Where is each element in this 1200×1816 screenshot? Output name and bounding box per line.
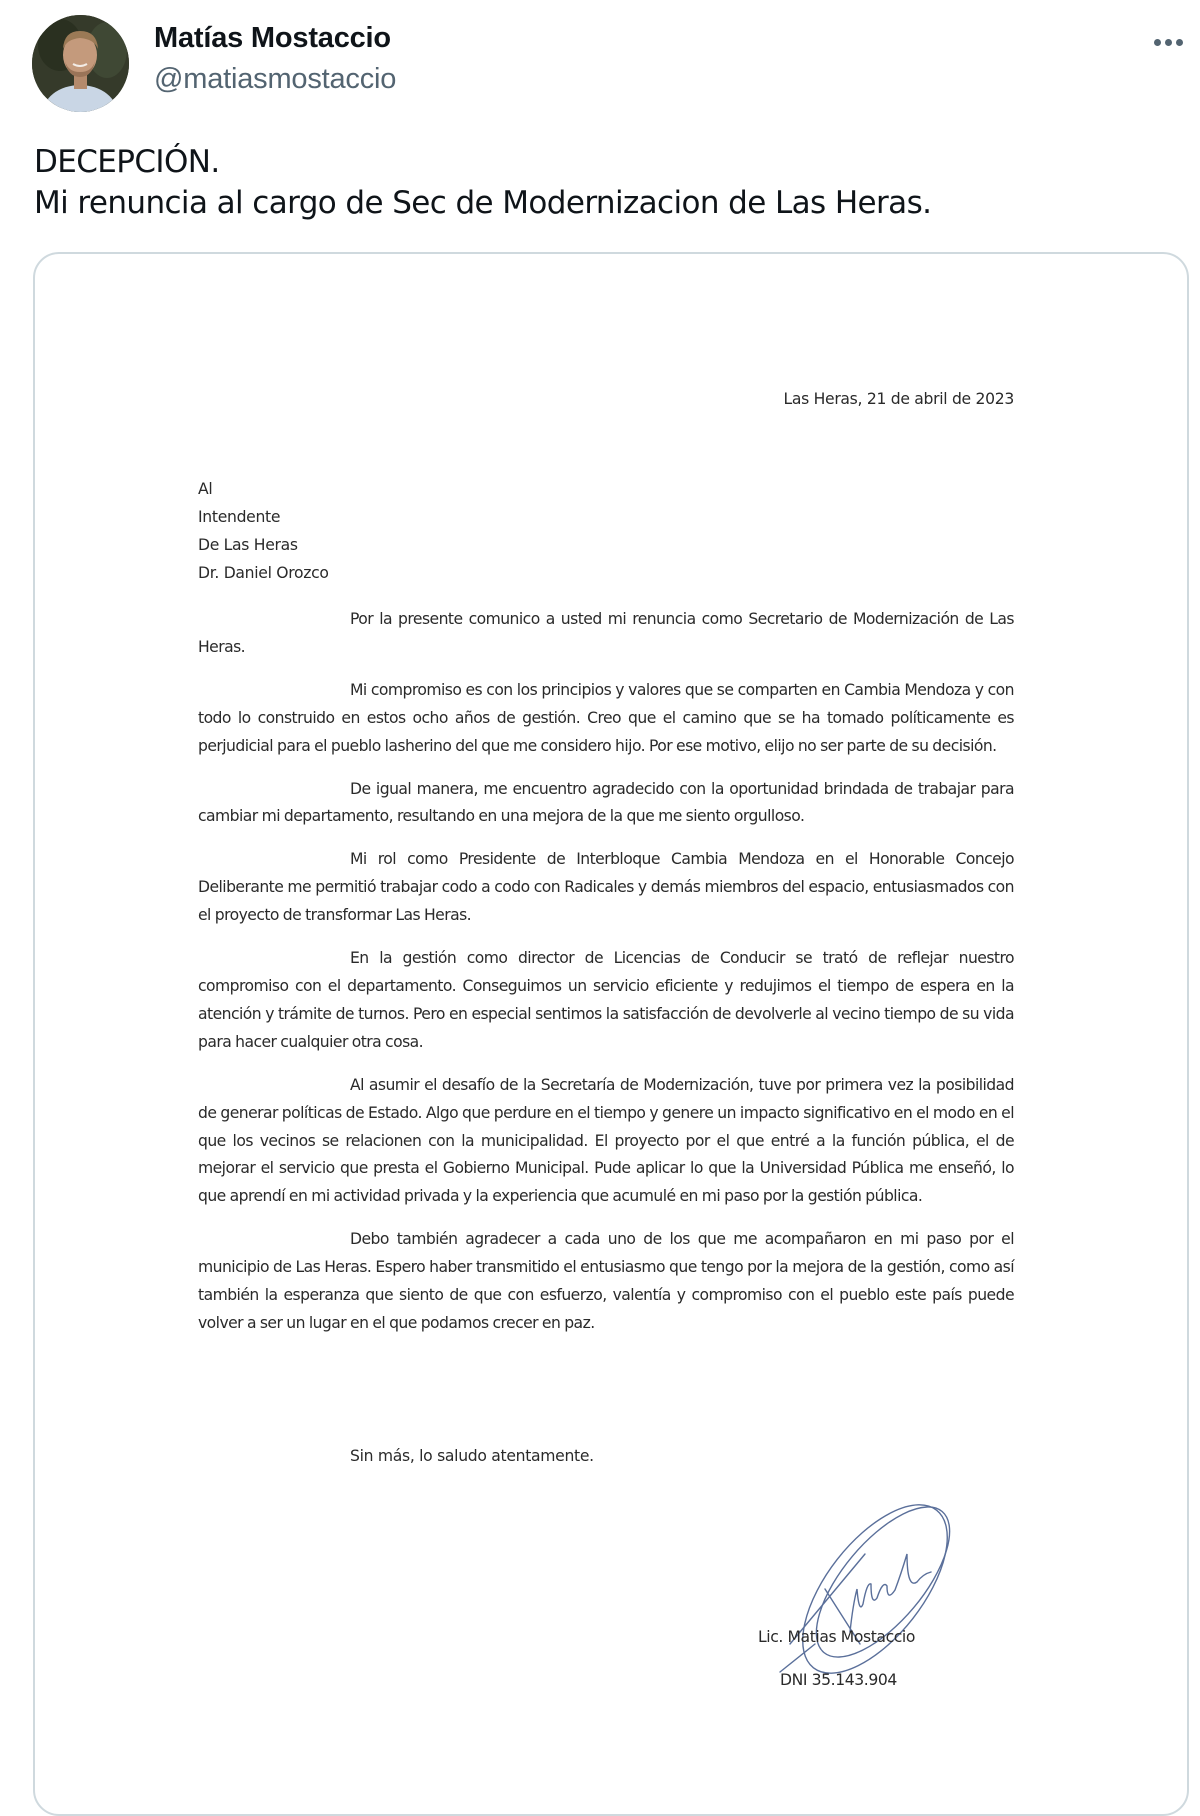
author-display-name[interactable]: Matías Mostaccio <box>154 22 391 54</box>
letter-date: Las Heras, 21 de abril de 2023 <box>783 390 1014 408</box>
addressee-line: De Las Heras <box>198 536 298 554</box>
tweet-text <box>34 142 931 224</box>
addressee-line: Al <box>198 480 213 498</box>
more-options-button[interactable] <box>1148 28 1188 56</box>
letter-paragraph: Mi rol como Presidente de Interbloque Cambia Mendoza en el Honorable Concejo Deliberante me permitió trabajar codo a codo con Radicales y demás miembros del espacio, entusiasmados con el proyecto de transformar Las Heras. <box>198 850 1014 925</box>
handwritten-signature-icon <box>755 1494 995 1694</box>
letter-paragraph: Al asumir el desafío de la Secretaría de Modernización, tuve por primera vez la posibilidad de generar políticas de Estado. Algo que perdure en el tiempo y genere un impacto significativo en el modo en el que los vecinos se relacionen con la municipalidad. El proyecto por el que entré a la función pública, el de mejorar el servicio que presta el Gobierno Municipal. Pude aplicar lo que la Universidad Pública me enseñó, lo que aprendí en mi actividad privada y la experiencia que acumulé en mi paso por la gestión pública. <box>198 1075 1014 1206</box>
letter-paragraph: Mi compromiso es con los principios y valores que se comparten en Cambia Mendoza y con todo lo construido en estos ocho años de gestión. Creo que el camino que se ha tomado políticamente es perjudicial para el pueblo lasherino del que me considero hijo. Por ese motivo, elijo no ser parte de su decisión. <box>198 680 1014 755</box>
letter-addressee <box>198 475 329 587</box>
profile-photo-icon <box>32 15 129 112</box>
letter-paragraph: De igual manera, me encuentro agradecido con la oportunidad brindada de trabajar para cambiar mi departamento, resultando en una mejora de la que me siento orgulloso. <box>198 779 1014 826</box>
avatar[interactable] <box>32 15 129 112</box>
signer-id: DNI 35.143.904 <box>780 1671 897 1689</box>
letter-body <box>198 606 1014 1353</box>
tweet-text-line: DECEPCIÓN. <box>34 144 220 180</box>
letter-paragraph: Debo también agradecer a cada uno de los que me acompañaron en mi paso por el municipio de Las Heras. Espero haber transmitido el entusiasmo que tengo por la mejora de la gestión, como así también la esperanza que siento de que con esfuerzo, valentía y compromiso con el pueblo este país puede volver a ser un lugar en el que podamos crecer en paz. <box>198 1230 1014 1332</box>
letter-paragraph: En la gestión como director de Licencias de Conducir se trató de reflejar nuestro compromiso con el departamento. Conseguimos un servicio eficiente y redujimos el tiempo de espera en la atención y trámite de turnos. Pero en especial sentimos la satisfacción de devolverle al vecino tiempo de su vida para hacer cualquier otra cosa. <box>198 949 1014 1051</box>
addressee-line: Dr. Daniel Orozco <box>198 564 329 582</box>
letter-closing: Sin más, lo saludo atentamente. <box>350 1447 594 1465</box>
signer-name: Lic. Matias Mostaccio <box>758 1628 916 1646</box>
letter-paragraph: Por la presente comunico a usted mi renuncia como Secretario de Modernización de Las Heras. <box>198 610 1014 656</box>
ellipsis-horizontal-icon <box>1152 39 1185 46</box>
resignation-letter <box>35 254 1187 1814</box>
tweet-text-line: Mi renuncia al cargo de Sec de Modernizacion de Las Heras. <box>34 185 932 221</box>
author-handle[interactable]: @matiasmostaccio <box>154 63 397 95</box>
tweet-media-image[interactable] <box>33 252 1189 1816</box>
addressee-line: Intendente <box>198 508 281 526</box>
